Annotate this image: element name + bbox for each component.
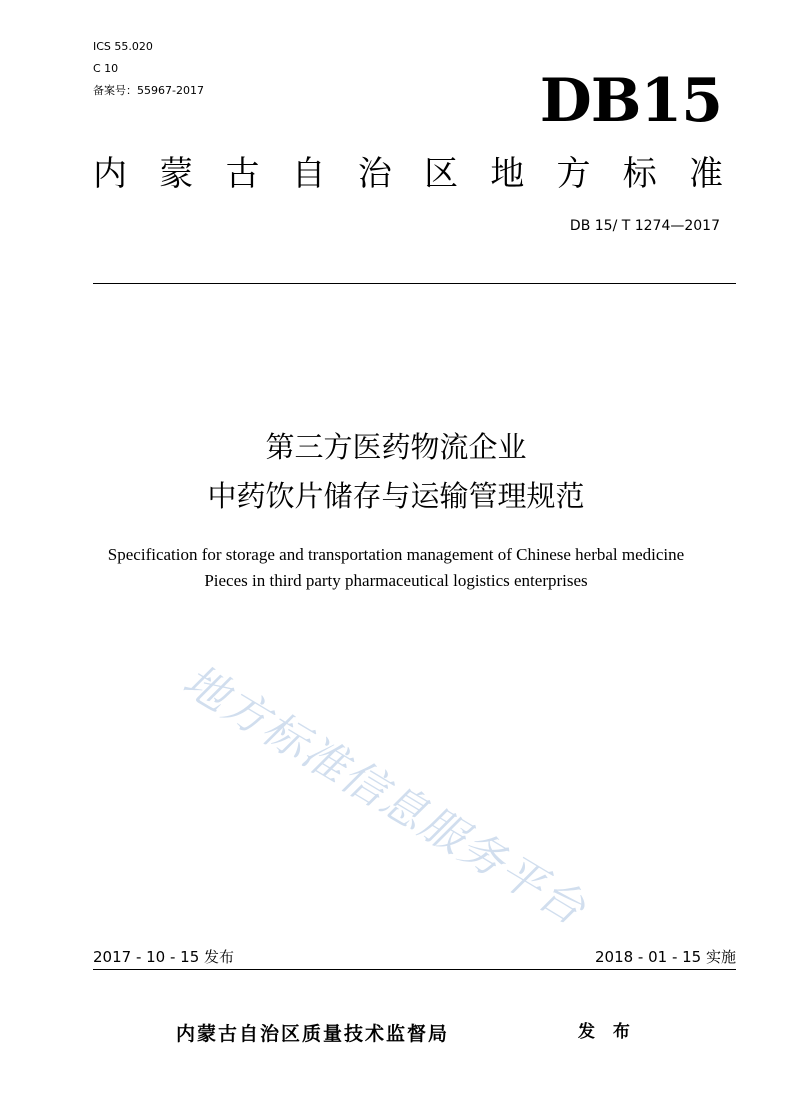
standard-type-char: 方 bbox=[556, 154, 591, 194]
ics-code: ICS 55.020 bbox=[93, 40, 153, 53]
issue-label: 发 布 bbox=[578, 1022, 636, 1042]
standard-type-char: 标 bbox=[622, 154, 657, 194]
standard-type-char: 内 bbox=[93, 154, 127, 194]
english-title-line-1: Specification for storage and transportation management of Chinese herbal medicine bbox=[107, 545, 685, 564]
record-number: 备案号：55967-2017 bbox=[93, 84, 204, 97]
implementation-date: 2018 - 01 - 15 实施 bbox=[594, 948, 736, 966]
standard-type-char: 治 bbox=[357, 154, 392, 194]
chinese-title-line-2: 中药饮片储存与运输管理规范 bbox=[207, 479, 585, 513]
classification-code: C 10 bbox=[93, 62, 119, 75]
header-divider bbox=[93, 283, 736, 284]
issue-date: 2017 - 10 - 15 发布 bbox=[93, 948, 235, 966]
standard-type-char: 自 bbox=[291, 154, 326, 194]
footer-divider bbox=[93, 969, 736, 970]
standard-number: DB 15/ T 1274—2017 bbox=[569, 218, 720, 234]
standard-type-char: 古 bbox=[225, 154, 260, 194]
standard-type-char: 准 bbox=[688, 154, 723, 194]
standard-type-title bbox=[93, 150, 723, 198]
chinese-title-line-1: 第三方医药物流企业 bbox=[265, 430, 527, 464]
standard-type-char: 蒙 bbox=[159, 154, 194, 194]
standard-type-char: 地 bbox=[490, 154, 525, 194]
standard-type-char: 区 bbox=[424, 154, 459, 194]
db-standard-mark: DB15 bbox=[539, 66, 722, 136]
english-title-line-2: Pieces in third party pharmaceutical logistics enterprises bbox=[204, 571, 588, 590]
issuing-authority: 内蒙古自治区质量技术监督局 bbox=[176, 1023, 450, 1045]
watermark: 地方标准信息服务平台 bbox=[174, 655, 595, 936]
